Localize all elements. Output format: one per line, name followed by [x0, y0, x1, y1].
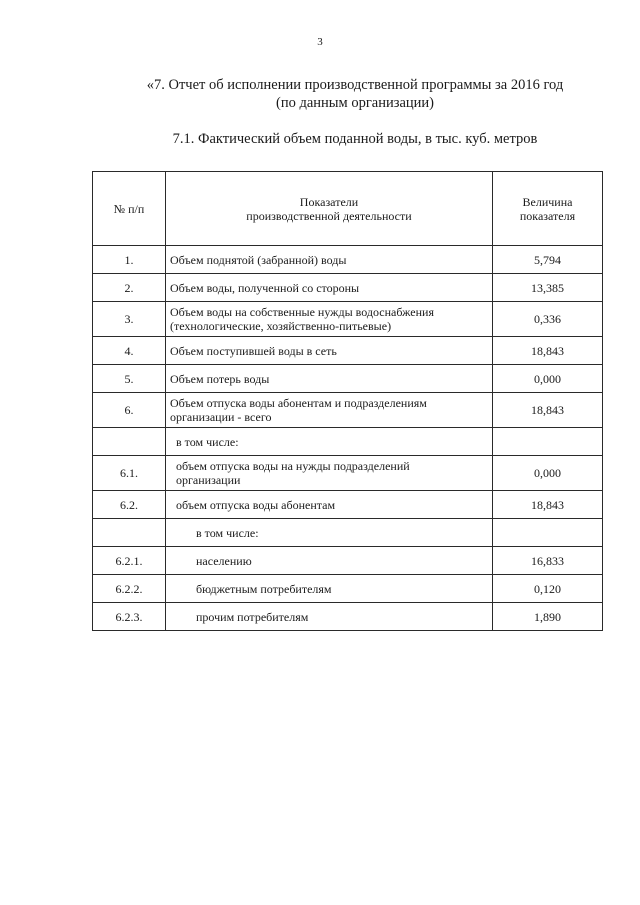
table-row: [93, 337, 603, 365]
row-indicator-line-1: населению: [196, 553, 252, 568]
table-row: [93, 393, 603, 428]
row-number: 6.2.3.: [93, 603, 166, 631]
row-value: 18,843: [493, 491, 603, 519]
row-indicator: [166, 428, 493, 456]
row-value: 0,000: [493, 456, 603, 491]
row-number: 6.1.: [93, 456, 166, 491]
row-number: 2.: [93, 274, 166, 302]
row-number: 5.: [93, 365, 166, 393]
row-indicator: [166, 491, 493, 519]
table-row: [93, 519, 603, 547]
header-indicator: [166, 172, 493, 246]
row-indicator: [166, 274, 493, 302]
table-row: [93, 491, 603, 519]
row-number: [93, 428, 166, 456]
row-indicator-line-2: (технологические, хозяйственно-питьевые): [170, 319, 392, 333]
heading-line-2: (по данным организации): [275, 95, 434, 111]
table-body: [93, 246, 603, 631]
row-indicator: [166, 456, 493, 491]
header-indicator-line-2: производственной деятельности: [246, 208, 412, 223]
row-indicator-line-1: объем отпуска воды на нужды подразделений: [176, 459, 410, 473]
header-value-line-2: показателя: [519, 208, 576, 223]
header-value-line-1: Величина: [522, 194, 573, 209]
row-indicator-line-2: организации: [176, 473, 241, 487]
row-indicator-line-1: объем отпуска воды абонентам: [176, 497, 336, 512]
row-number: 1.: [93, 246, 166, 274]
row-indicator-line-1: Объем поднятой (забранной) воды: [170, 252, 347, 267]
row-number: 3.: [93, 302, 166, 337]
row-indicator: [166, 365, 493, 393]
row-number: 4.: [93, 337, 166, 365]
row-indicator-line-1: в том числе:: [176, 434, 239, 449]
row-value: 18,843: [493, 337, 603, 365]
row-number: 6.2.: [93, 491, 166, 519]
row-value: 0,000: [493, 365, 603, 393]
header-num-text: № п/п: [113, 201, 145, 216]
row-value: 0,336: [493, 302, 603, 337]
row-value: [493, 519, 603, 547]
row-value: [493, 428, 603, 456]
row-indicator: [166, 547, 493, 575]
row-indicator: [166, 575, 493, 603]
row-indicator: [166, 603, 493, 631]
row-value: 18,843: [493, 393, 603, 428]
heading-line-1: «7. Отчет об исполнении производственной программы за 2016 год: [146, 77, 564, 93]
header-indicator-line-1: Показатели: [299, 194, 359, 209]
row-indicator: [166, 519, 493, 547]
row-indicator: [166, 337, 493, 365]
table-row: [93, 547, 603, 575]
table-row: [93, 365, 603, 393]
table-title: 7.1. Фактический объем поданной воды, в тыс. куб. метров: [172, 131, 538, 147]
section-heading: [120, 76, 590, 112]
row-number: 6.: [93, 393, 166, 428]
table-row: [93, 246, 603, 274]
row-value: 0,120: [493, 575, 603, 603]
row-number: 6.2.2.: [93, 575, 166, 603]
header-num: [93, 172, 166, 246]
table-row: [93, 274, 603, 302]
row-indicator: [166, 246, 493, 274]
row-value: 13,385: [493, 274, 603, 302]
row-indicator-line-1: Объем потерь воды: [170, 371, 270, 386]
water-volume-table: [92, 171, 603, 631]
row-indicator-line-1: в том числе:: [196, 525, 259, 540]
row-value: 1,890: [493, 603, 603, 631]
table-header-row: [93, 172, 603, 246]
table-row: [93, 456, 603, 491]
page-number: 3: [317, 36, 323, 48]
row-indicator: [166, 393, 493, 428]
row-indicator-line-1: бюджетным потребителям: [196, 581, 332, 596]
row-indicator-line-1: прочим потребителям: [196, 609, 309, 624]
table-row: [93, 302, 603, 337]
table-row: [93, 603, 603, 631]
row-indicator-line-1: Объем поступившей воды в сеть: [170, 343, 337, 358]
table-row: [93, 428, 603, 456]
row-indicator-line-1: Объем отпуска воды абонентам и подразделениям: [170, 396, 427, 410]
row-value: 5,794: [493, 246, 603, 274]
header-value: [493, 172, 603, 246]
row-value: 16,833: [493, 547, 603, 575]
table-row: [93, 575, 603, 603]
row-indicator-line-1: Объем воды, полученной со стороны: [170, 280, 360, 295]
row-indicator-line-2: организации - всего: [170, 410, 272, 424]
row-number: [93, 519, 166, 547]
row-indicator: [166, 302, 493, 337]
row-indicator-line-1: Объем воды на собственные нужды водоснабжения: [170, 305, 434, 319]
row-number: 6.2.1.: [93, 547, 166, 575]
